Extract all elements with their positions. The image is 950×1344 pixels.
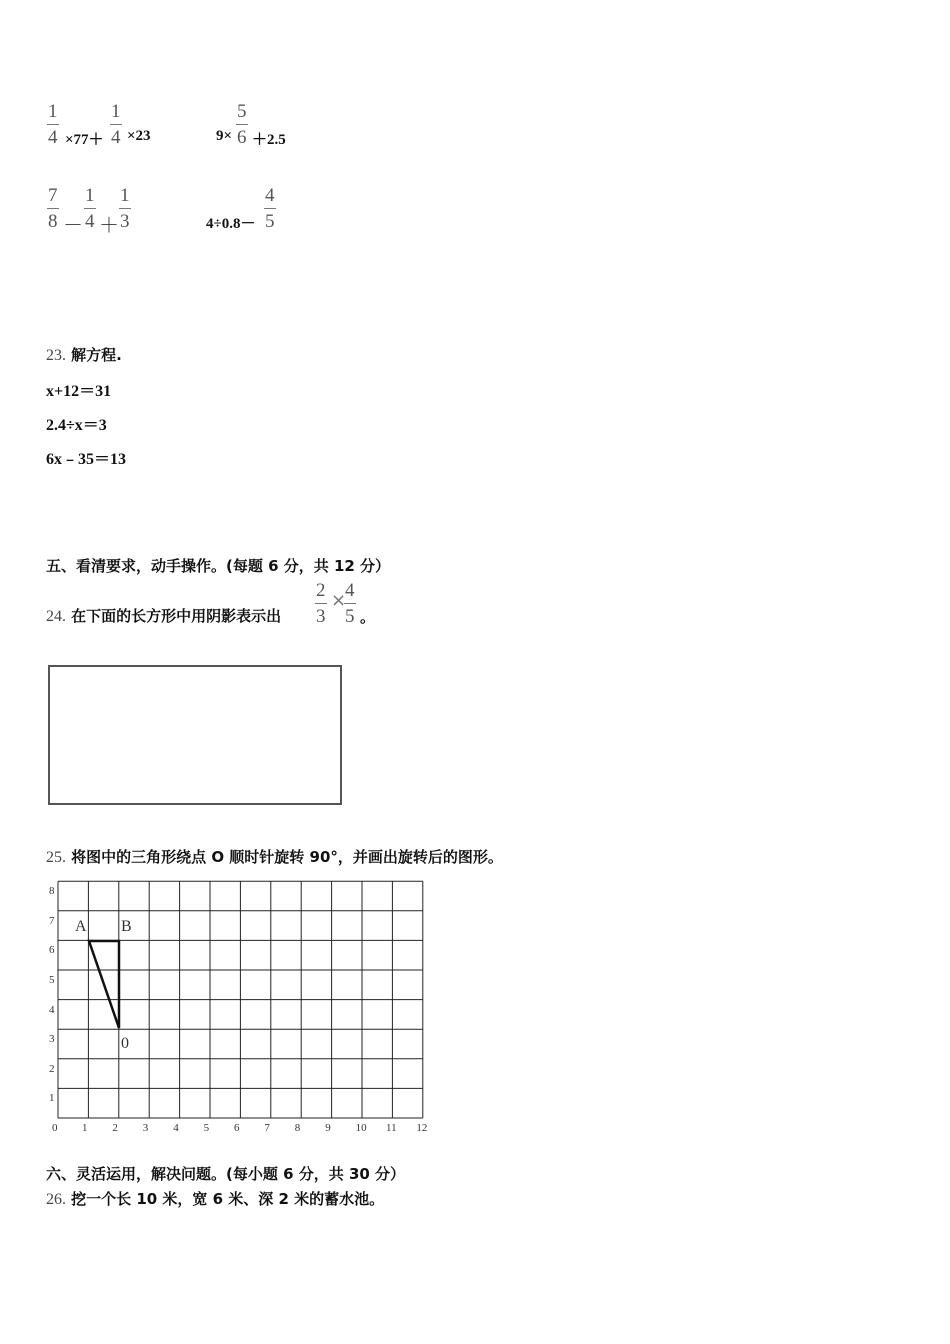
fraction-1-4c: 1 4 [85,185,95,232]
question-text: 挖一个长 10 米，宽 6 米、深 2 米的蓄水池。 [71,1190,385,1208]
y-axis-label: 2 [49,1062,55,1075]
x-axis-label: 8 [294,1122,301,1134]
y-axis-label: 3 [49,1033,55,1046]
x-axis-label: 12 [416,1122,428,1134]
question-text: 解方程. [71,346,122,364]
period: 。 [360,608,376,626]
question-number: 24. [46,608,66,625]
x-axis-label: 10 [355,1122,367,1134]
fraction-1-4b: 1 4 [111,101,121,148]
fraction-1-4a: 1 4 [48,101,58,148]
plus-sign: ＋ [99,213,119,237]
question-number: 25. [46,849,66,866]
y-axis-label: 8 [49,885,55,898]
expr-text: 4÷0.8－ [206,216,256,232]
x-axis-label: 7 [264,1122,270,1134]
section-5-title: 五、看清要求，动手操作。(每题 6 分，共 12 分） [46,557,391,575]
triangle-abo [89,941,119,1028]
fraction-2-3: 2 3 [316,580,326,627]
x-axis-label: 2 [112,1122,118,1134]
equation-1: x+12＝31 [46,383,112,400]
x-axis-label: 3 [142,1122,149,1134]
question-text: 在下面的长方形中用阴影表示出 [71,607,282,625]
fraction-5-6: 5 6 [237,101,247,148]
y-axis-label: 5 [49,974,55,986]
y-axis-label: 7 [49,914,55,927]
minus-sign: － [63,213,83,237]
expr-text: ×23 [127,128,151,144]
x-axis-label: 6 [234,1122,240,1134]
question-number: 23. [46,347,66,364]
y-axis-label: 1 [49,1092,55,1105]
fraction-1-3: 1 3 [120,185,130,232]
x-axis-label: 9 [325,1122,331,1134]
x-axis-label: 5 [203,1122,210,1134]
x-axis-label: 4 [173,1122,179,1134]
x-axis-label: 0 [52,1122,58,1134]
point-a-label: A [75,918,87,935]
question-26 [46,1188,384,1209]
point-b-label: B [121,918,132,935]
equation-3: 6x﹣35＝13 [46,451,127,468]
fraction-4-5: 4 5 [265,185,275,232]
point-o-label: 0 [121,1035,129,1052]
times-sign: × [331,590,347,611]
x-axis-label: 11 [386,1122,397,1134]
y-axis-label: 6 [49,944,55,957]
section-6-title: 六、灵活运用，解决问题。(每小题 6 分，共 30 分） [46,1165,406,1183]
question-number: 26. [46,1191,66,1208]
expr-text: ＋2.5 [252,132,286,148]
fraction-7-8: 7 8 [48,185,58,232]
expr-text: ×77＋ [65,132,104,148]
question-text: 将图中的三角形绕点 O 顺时针旋转 90°，并画出旋转后的图形。 [71,848,503,866]
x-axis-label: 1 [82,1122,88,1134]
y-axis-label: 4 [49,1003,55,1016]
equation-2: 2.4÷x＝3 [46,417,107,434]
fraction-4-5b: 4 5 [345,580,355,627]
expr-text: 9× [216,128,233,144]
